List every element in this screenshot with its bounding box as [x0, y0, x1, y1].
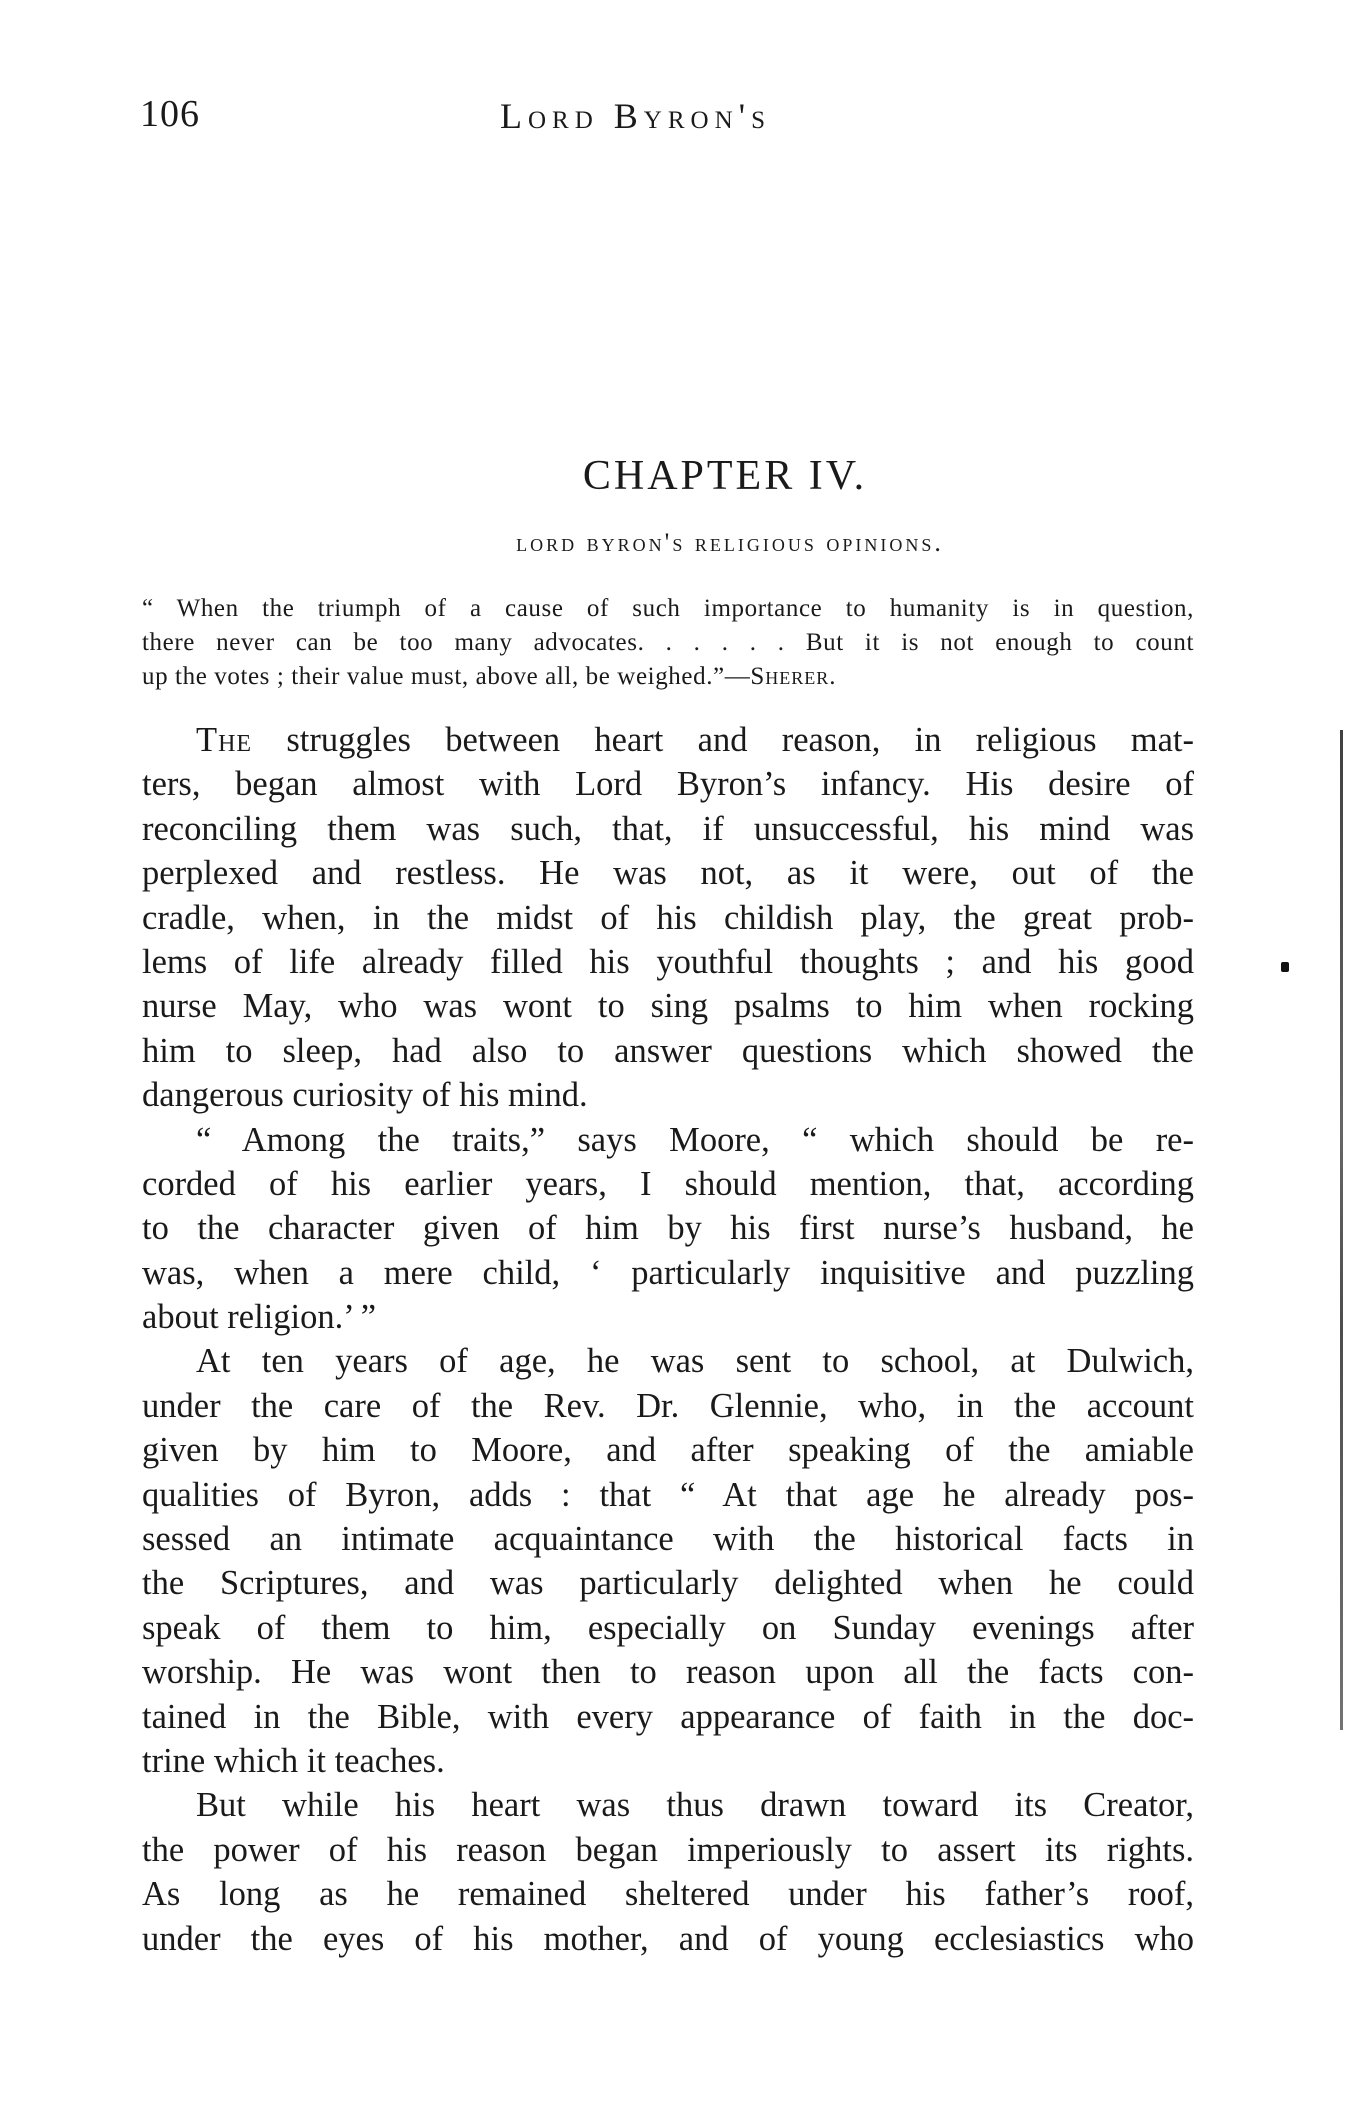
body-line — [142, 851, 1194, 895]
body-line-text: lems of life already filled his youthful thoughts ; and his good — [142, 942, 1194, 981]
body-line-text: struggles between heart and reason, in religious mat- — [252, 721, 1194, 759]
body-line-text: ters, began almost with Lord Byron’s infancy. His desire of — [142, 765, 1194, 804]
body-line — [142, 896, 1194, 940]
body-line-text: qualities of Byron, adds : that “ At that age he already pos- — [142, 1475, 1194, 1514]
running-head: Lord Byron's — [500, 96, 772, 136]
body-line — [142, 1783, 1194, 1827]
body-line — [142, 1695, 1194, 1739]
body-line-text: As long as he remained sheltered under his father’s roof, — [142, 1875, 1194, 1914]
margin-rule-mark — [1340, 730, 1343, 1730]
body-line — [142, 807, 1194, 851]
body-line-text: But while his heart was thus drawn toward its Creator, — [196, 1786, 1194, 1825]
epigraph — [142, 592, 1194, 694]
body-line — [142, 1650, 1194, 1694]
body-line-text: the Scriptures, and was particularly delighted when he could — [142, 1564, 1194, 1603]
body-line-text: dangerous curiosity of his mind. — [142, 1076, 588, 1115]
margin-dot-mark — [1281, 962, 1289, 972]
body-line-text: cradle, when, in the midst of his childish play, the great prob- — [142, 898, 1194, 937]
body-line-text: given by him to Moore, and after speaking of the amiable — [142, 1431, 1194, 1470]
body-line-text: to the character given of him by his first nurse’s husband, he — [142, 1209, 1194, 1248]
body-line — [142, 1295, 1194, 1339]
chapter-title: CHAPTER IV. — [582, 453, 868, 499]
body-line — [142, 1384, 1194, 1428]
chapter-subtitle: lord byron's religious opinions. — [516, 528, 944, 557]
epigraph-line: there never can be too many advocates. . . . . . But it is not enough to count — [142, 629, 1194, 656]
body-line-text: him to sleep, had also to answer questions which showed the — [142, 1031, 1194, 1070]
body-line-text: nurse May, who was wont to sing psalms to him when rocking — [142, 987, 1194, 1026]
body-line — [142, 1872, 1194, 1916]
body-line-text: was, when a mere child, ‘ particularly inquisitive and puzzling — [142, 1253, 1194, 1292]
body-line — [142, 1029, 1194, 1073]
body-line — [142, 940, 1194, 984]
epigraph-line-text: up the votes ; their value must, above all, be weighed.”— — [142, 663, 751, 690]
body-line — [142, 718, 1194, 762]
body-line-text: trine which it teaches. — [142, 1741, 445, 1780]
body-line — [142, 1517, 1194, 1561]
body-line — [142, 1339, 1194, 1383]
body-line-text: speak of them to him, especially on Sunday evenings after — [142, 1608, 1194, 1647]
body-line — [142, 1828, 1194, 1872]
body-line — [142, 1917, 1194, 1961]
body-line-text: reconciling them was such, that, if unsuccessful, his mind was — [142, 809, 1194, 848]
body-line-text: under the eyes of his mother, and of young ecclesiastics who — [142, 1919, 1194, 1958]
body-line — [142, 1162, 1194, 1206]
chapter-body-text — [142, 718, 1194, 1961]
body-line-text: under the care of the Rev. Dr. Glennie, who, in the account — [142, 1386, 1194, 1425]
body-line-text: worship. He was wont then to reason upon all the facts con- — [142, 1653, 1194, 1692]
paragraph-opening-word: The — [196, 721, 253, 759]
epigraph-attribution: Sherer. — [750, 663, 837, 690]
body-line — [142, 984, 1194, 1028]
body-line-text: the power of his reason began imperiously to assert its rights. — [142, 1830, 1194, 1869]
body-line-text: corded of his earlier years, I should mention, that, according — [142, 1164, 1194, 1203]
epigraph-line: “ When the triumph of a cause of such importance to humanity is in question, — [142, 595, 1194, 622]
body-line — [142, 1473, 1194, 1517]
body-line — [142, 1118, 1194, 1162]
body-line — [142, 1206, 1194, 1250]
body-line-text: perplexed and restless. He was not, as it were, out of the — [142, 854, 1194, 893]
body-line-text: tained in the Bible, with every appearance of faith in the doc- — [142, 1697, 1194, 1736]
body-line-text: At ten years of age, he was sent to school, at Dulwich, — [196, 1342, 1194, 1381]
page-number: 106 — [140, 93, 200, 135]
body-line-text: sessed an intimate acquaintance with the historical facts in — [142, 1520, 1194, 1559]
body-line — [142, 762, 1194, 806]
body-line-text: about religion.’ ” — [142, 1298, 377, 1337]
body-line — [142, 1428, 1194, 1472]
body-line-text: “ Among the traits,” says Moore, “ which should be re- — [196, 1120, 1194, 1159]
body-line — [142, 1739, 1194, 1783]
epigraph-line — [142, 660, 1194, 694]
body-line — [142, 1073, 1194, 1117]
body-line — [142, 1561, 1194, 1605]
body-line — [142, 1251, 1194, 1295]
body-line — [142, 1606, 1194, 1650]
